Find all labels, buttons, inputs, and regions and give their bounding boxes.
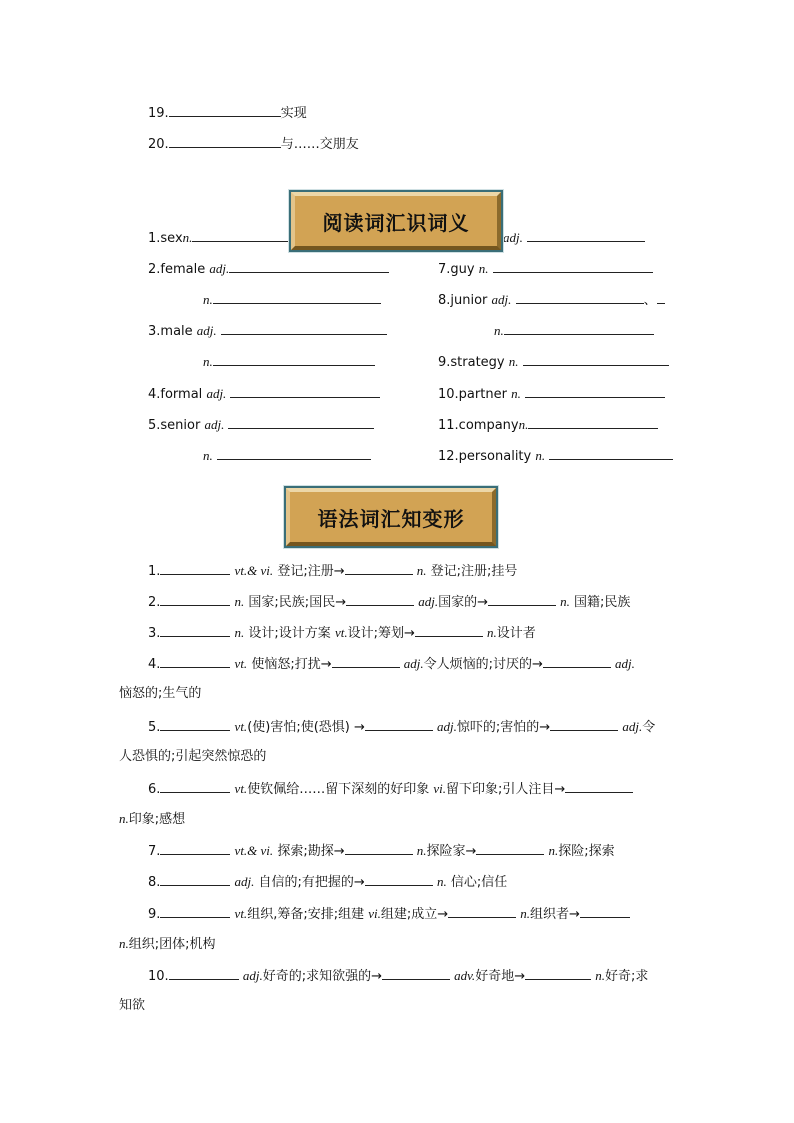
answer-blank[interactable] [476,842,544,855]
reading-item-5-noun: n. [203,447,371,465]
reading-item-9: 9.strategy n. [438,353,669,371]
answer-blank[interactable] [160,655,230,668]
answer-blank[interactable] [543,655,611,668]
grammar-item-3: 3. n. 设计;设计方案 vt.设计;筹划→ n.设计者 [148,625,536,641]
reading-item-11: 11.companyn. [438,416,658,434]
answer-blank[interactable] [527,229,645,242]
grammar-item-4-cont: 恼怒的;生气的 [119,686,202,701]
answer-blank[interactable] [160,873,230,886]
answer-blank[interactable] [229,260,389,273]
reading-item-2-noun: n. [203,291,381,309]
answer-blank[interactable] [230,385,380,398]
answer-blank[interactable] [217,447,371,460]
grammar-item-8: 8. adj. 自信的;有把握的→ n. 信心;信任 [148,874,508,890]
reading-item-2: 2.female adj. [148,260,389,278]
answer-blank[interactable] [160,593,230,606]
answer-blank[interactable] [169,967,239,980]
answer-blank[interactable] [382,967,450,980]
answer-blank[interactable] [192,229,292,242]
answer-blank[interactable] [228,416,374,429]
item-20: 20. 与……交朋友 [148,137,359,152]
answer-blank[interactable] [657,291,665,304]
answer-blank[interactable] [550,718,618,731]
answer-blank[interactable] [213,353,375,366]
grammar-item-1: 1. vt.& vi. 登记;注册→ n. 登记;注册;挂号 [148,563,518,579]
reading-item-10: 10.partner n. [438,385,665,403]
grammar-item-9: 9. vt.组织,筹备;安排;组建 vi.组建;成立→ n.组织者→ [148,905,630,923]
answer-blank[interactable] [493,260,653,273]
grammar-item-5-cont: 人恐惧的;引起突然惊恐的 [119,749,267,764]
answer-blank[interactable] [525,967,591,980]
answer-blank[interactable] [160,780,230,793]
grammar-item-4: 4. vt. 使恼怒;打扰→ adj.令人烦恼的;讨厌的→ adj. [148,656,635,672]
item-19: 19. 实现 [148,106,307,121]
reading-item-1: 1.sexn. [148,229,292,247]
answer-blank[interactable] [169,135,281,148]
answer-blank[interactable] [365,718,433,731]
reading-item-3-noun: n. [203,353,375,371]
answer-blank[interactable] [565,780,633,793]
answer-blank[interactable] [504,322,654,335]
reading-item-12: 12.personality n. [438,447,673,465]
reading-item-8: 8.junior adj. 、 [438,291,665,309]
answer-blank[interactable] [160,842,230,855]
answer-blank[interactable] [345,842,413,855]
section-header-grammar: 语法词汇知变形 [286,488,496,546]
answer-blank[interactable] [346,593,414,606]
answer-blank[interactable] [448,905,516,918]
reading-item-3: 3.male adj. [148,322,387,340]
grammar-item-6-cont: n.印象;感想 [119,811,186,827]
answer-blank[interactable] [525,385,665,398]
answer-blank[interactable] [523,353,669,366]
reading-item-5: 5.senior adj. [148,416,374,434]
answer-blank[interactable] [332,655,400,668]
answer-blank[interactable] [415,624,483,637]
grammar-item-6: 6. vt.使钦佩给……留下深刻的好印象 vi.留下印象;引人注目→ [148,780,633,798]
answer-blank[interactable] [549,447,673,460]
grammar-item-10-cont: 知欲 [119,998,146,1013]
answer-blank[interactable] [160,624,230,637]
answer-blank[interactable] [160,562,230,575]
answer-blank[interactable] [160,718,230,731]
section-header-reading: 阅读词汇识词义 [291,192,501,250]
reading-item-8-noun: n. [494,322,654,340]
grammar-item-5: 5. vt.(使)害怕;使(恐惧) → adj.惊吓的;害怕的→ adj.令 [148,719,656,735]
answer-blank[interactable] [488,593,556,606]
answer-blank[interactable] [169,104,281,117]
answer-blank[interactable] [516,291,644,304]
answer-blank[interactable] [213,291,381,304]
reading-item-6: adj. [503,229,645,247]
answer-blank[interactable] [221,322,387,335]
answer-blank[interactable] [528,416,658,429]
grammar-item-2: 2. n. 国家;民族;国民→ adj.国家的→ n. 国籍;民族 [148,594,631,610]
grammar-item-7: 7. vt.& vi. 探索;勘探→ n.探险家→ n.探险;探索 [148,843,615,859]
grammar-item-9-cont: n.组织;团体;机构 [119,936,216,952]
reading-item-4: 4.formal adj. [148,385,380,403]
answer-blank[interactable] [365,873,433,886]
answer-blank[interactable] [345,562,413,575]
answer-blank[interactable] [580,905,630,918]
reading-item-7: 7.guy n. [438,260,653,278]
answer-blank[interactable] [160,905,230,918]
grammar-item-10: 10. adj.好奇的;求知欲强的→ adv.好奇地→ n.好奇;求 [148,968,649,984]
